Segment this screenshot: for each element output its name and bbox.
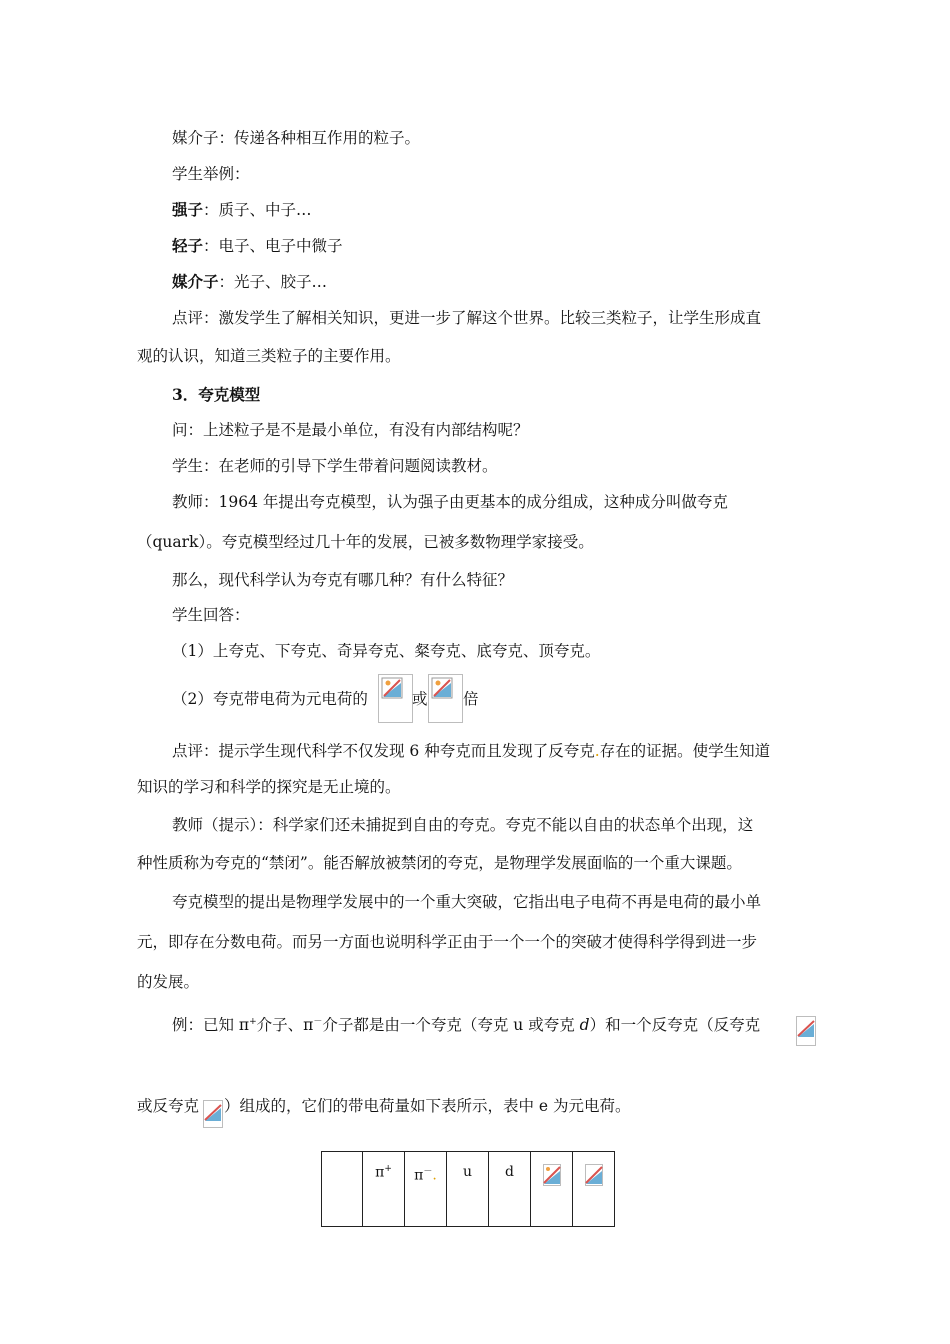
charge-table <box>321 1151 615 1227</box>
term-label: 媒介子 <box>172 272 219 291</box>
dot-mark: . <box>594 742 600 760</box>
antiquark-image-placeholder <box>796 1016 816 1046</box>
paragraph-line: 学生举例： <box>172 165 250 183</box>
term-text: ：质子、中子… <box>203 201 312 219</box>
broken-image-icon <box>204 1102 222 1122</box>
paragraph-line: 观的认识，知道三类粒子的主要作用。 <box>137 347 401 365</box>
paragraph-line: ）组成的，它们的带电荷量如下表所示，表中 e 为元电荷。 <box>224 1097 631 1115</box>
paragraph-line: 那么，现代科学认为夸克有哪几种？有什么特征？ <box>172 571 514 589</box>
table-cell-pi-plus: π+ <box>363 1152 405 1227</box>
paragraph-line <box>172 200 312 220</box>
paragraph-line: 点评：激发学生了解相关知识，更进一步了解这个世界。比较三类粒子，让学生形成直 <box>172 309 762 327</box>
text-span: 介子都是由一个夸克（夸克 u 或夸克 <box>322 1016 580 1035</box>
term-text: ：电子、电子中微子 <box>203 237 343 255</box>
paragraph-line <box>137 1096 199 1116</box>
table-cell-u: u <box>447 1152 489 1227</box>
paragraph-line: 知识的学习和科学的探究是无止境的。 <box>137 778 401 796</box>
fraction-image-placeholder <box>428 674 463 723</box>
text-span: （2）夸克带电荷为元电荷的 <box>172 690 368 708</box>
fraction-image-placeholder <box>378 674 413 723</box>
term-label: 轻子 <box>172 236 204 255</box>
paragraph-line <box>172 689 368 709</box>
italic-d: d <box>579 1016 590 1035</box>
table-cell-d: d <box>489 1152 531 1227</box>
paragraph-line: （quark）。夸克模型经过几十年的发展，已被多数物理学家接受。 <box>137 533 594 551</box>
paragraph-line: 夸克模型的提出是物理学发展中的一个重大突破，它指出电子电荷不再是电荷的最小单 <box>172 893 762 911</box>
broken-image-icon <box>381 677 403 699</box>
text-span: 或反夸克 <box>137 1097 200 1115</box>
text-span: 介子、π <box>256 1016 314 1035</box>
term-text: ：光子、胶子… <box>218 273 328 291</box>
paragraph-line: 学生：在老师的引导下学生带着问题阅读教材。 <box>172 457 498 475</box>
broken-image-icon <box>543 1164 561 1186</box>
superscript: + <box>249 1017 257 1027</box>
broken-image-icon <box>797 1018 815 1038</box>
section-heading: 3．夸克模型 <box>172 385 261 404</box>
paragraph-line: 种性质称为夸克的“禁闭”。能否解放被禁闭的夸克，是物理学发展面临的一个重大课题。 <box>137 854 742 872</box>
table-cell <box>322 1152 363 1227</box>
text-span: 例：已知 π <box>172 1016 250 1035</box>
term-label: 强子 <box>172 200 204 219</box>
broken-image-icon <box>585 1164 603 1186</box>
table-cell-pi-minus: π－. <box>405 1152 447 1227</box>
paragraph-line: 学生回答： <box>172 606 250 624</box>
paragraph-line: 教师（提示）：科学家们还未捕捉到自由的夸克。夸克不能以自由的状态单个出现，这 <box>172 816 754 834</box>
text-span: 点评：提示学生现代科学不仅发现 6 种夸克而且发现了反夸克 <box>172 742 595 760</box>
paragraph-line: 元，即存在分数电荷。而另一方面也说明科学正由于一个一个的突破才使得科学得到进一步 <box>137 933 758 951</box>
text-or: 或 <box>412 690 428 708</box>
paragraph-line <box>172 272 327 292</box>
paragraph-line: 问：上述粒子是不是最小单位，有没有内部结构呢？ <box>172 421 529 439</box>
table-cell-antiquark-d <box>573 1152 615 1227</box>
table-row <box>322 1152 615 1227</box>
superscript: － <box>313 1017 323 1027</box>
paragraph-line: 的发展。 <box>137 973 200 991</box>
paragraph-line <box>172 741 770 761</box>
paragraph-line: 教师：1964 年提出夸克模型，认为强子由更基本的成分组成，这种成分叫做夸克 <box>172 493 728 511</box>
paragraph-line <box>172 1012 760 1035</box>
text-times: 倍 <box>463 690 479 708</box>
text-span: ）和一个反夸克（反夸克 <box>589 1016 761 1035</box>
table-cell-antiquark-u <box>531 1152 573 1227</box>
paragraph-line: 媒介子：传递各种相互作用的粒子。 <box>172 129 421 147</box>
broken-image-icon <box>431 677 453 699</box>
paragraph-line: （1）上夸克、下夸克、奇异夸克、粲夸克、底夸克、顶夸克。 <box>172 642 601 660</box>
paragraph-line <box>172 236 343 256</box>
text-span: 存在的证据。使学生知道 <box>599 742 771 760</box>
antiquark-image-placeholder <box>203 1100 223 1128</box>
